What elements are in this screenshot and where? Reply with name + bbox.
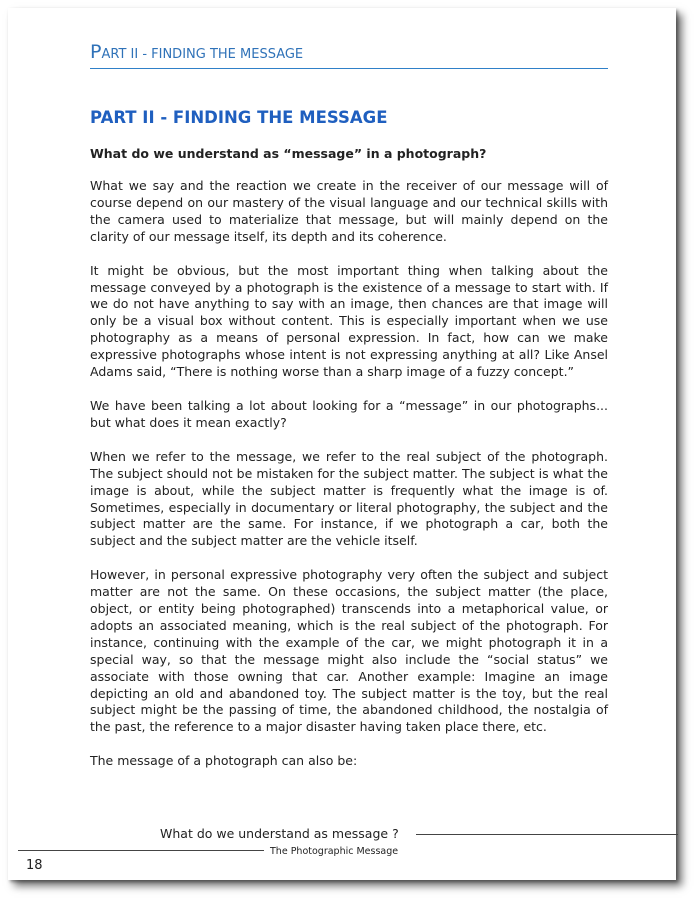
footer-divider [18, 850, 264, 851]
footer-book-title: The Photographic Message [270, 846, 399, 857]
paragraph: When we refer to the message, we refer to the real subject of the photograph. The subject should not be mistaken for the subject matter. The subject is what the image is about, while the subject matter is frequently what the image is of. Sometimes, especially in documentary or literal photography, the subject and the subject matter are the same. For instance, if we photograph a car, both the subject and the subject matter are the vehicle itself. [90, 448, 608, 549]
running-header-initial: P [90, 41, 102, 63]
paragraph: It might be obvious, but the most important thing when talking about the message conveyed by a photograph is the existence of a message to start with. If we do not have anything to say with an image, then chances are that image will only be a visual box without content. This is especially important when we use photography as a means of personal expression. In fact, how can we make expressive photographs whose intent is not expressing anything at all? Like Ansel Adams said, “There is nothing worse than a sharp image of a fuzzy concept.” [90, 262, 608, 380]
running-header-text: ART II - FINDING THE MESSAGE [101, 47, 304, 62]
footer-divider [416, 834, 678, 835]
page-number: 18 [26, 858, 43, 873]
body-text [90, 178, 608, 787]
paragraph: We have been talking a lot about looking for a “message” in our photographs... but what does it mean exactly? [90, 397, 608, 430]
running-header [90, 40, 608, 69]
footer-chapter-title: What do we understand as message ? [160, 826, 399, 841]
paragraph: The message of a photograph can also be: [90, 753, 358, 769]
paragraph: However, in personal expressive photography very often the subject and subject matter are not the same. On these occasions, the subject matter (the place, object, or entity being photographed) transcends into a metaphorical value, or adopts an associated meaning, which is the real subject of the photograph. For instance, continuing with the example of the car, we might photograph it in a special way, so that the message might also include the “social status” we associate with those owning that car. Another example: Imagine an image depicting an old and abandoned toy. The subject matter is the toy, but the real subject might be the passing of time, the abandoned childhood, the nostalgia of the past, the reference to a major disaster having taken place there, etc. [90, 567, 608, 735]
subheading: What do we understand as “message” in a photograph? [90, 146, 487, 161]
paragraph: What we say and the reaction we create in the receiver of our message will of course depend on our mastery of the visual language and our technical skills with the camera used to materialize that message, but will mainly depend on the clarity of our message itself, its depth and its coherence. [90, 178, 608, 244]
document-page [8, 8, 676, 880]
section-title: PART II - FINDING THE MESSAGE [90, 108, 388, 127]
